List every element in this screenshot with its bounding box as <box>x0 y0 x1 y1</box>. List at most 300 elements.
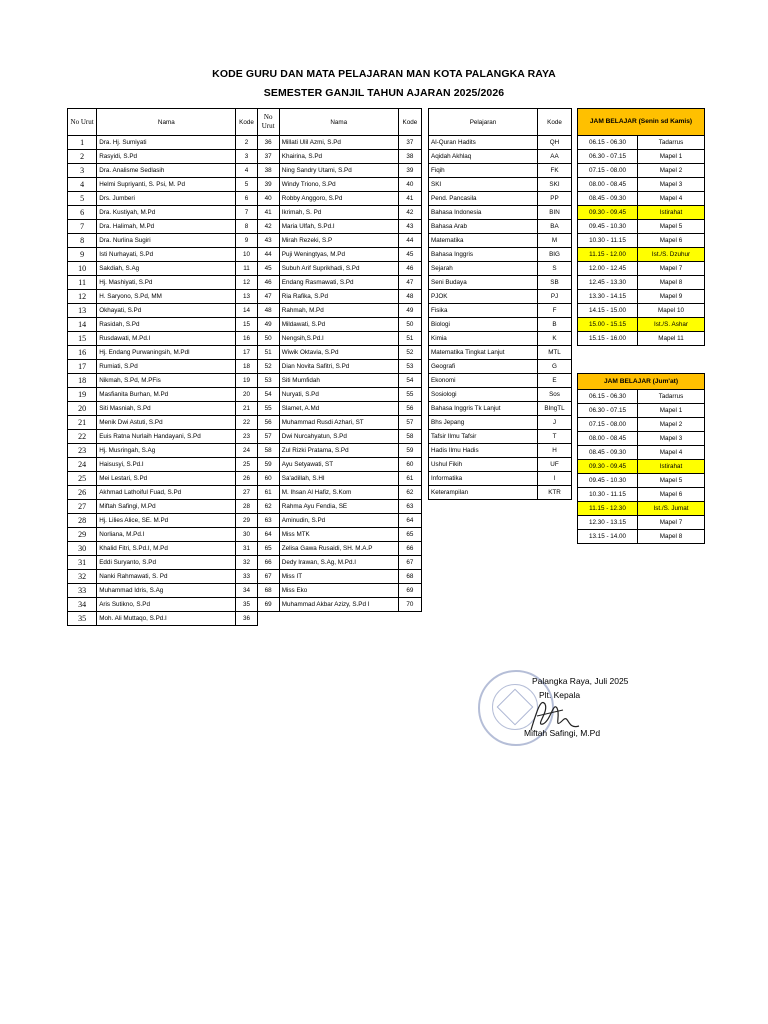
teacher-name: Menik Dwi Astuti, S.Pd <box>97 416 236 430</box>
teacher-code: 38 <box>398 150 421 164</box>
schedule-friday-title: JAM BELAJAR (Jum'at) <box>578 374 705 390</box>
table-row <box>68 374 422 388</box>
teacher-code: 61 <box>398 472 421 486</box>
teacher-no: 46 <box>257 276 279 290</box>
teacher-no: 40 <box>257 192 279 206</box>
subject-name: Al-Quran Hadits <box>429 136 538 150</box>
teacher-name: Masfianita Burhan, M.Pd <box>97 388 236 402</box>
teacher-no: 52 <box>257 360 279 374</box>
schedule-row <box>578 390 705 404</box>
schedule-activity: Istirahat <box>638 206 705 220</box>
teacher-name: Millati Ulil Azmi, S.Pd <box>279 136 398 150</box>
teacher-no: 59 <box>257 458 279 472</box>
teacher-no: 27 <box>68 500 97 514</box>
teacher-no: 22 <box>68 430 97 444</box>
teacher-code: 42 <box>398 206 421 220</box>
subject-table-header <box>429 109 572 136</box>
teacher-name: Drs. Jumberi <box>97 192 236 206</box>
teacher-name: Nikmah, S.Pd, M.PFis <box>97 374 236 388</box>
schedule-activity: Mapel 11 <box>638 332 705 346</box>
teacher-code: 51 <box>398 332 421 346</box>
subject-code-table <box>428 108 572 500</box>
schedule-time: 15.00 - 15.15 <box>578 318 638 332</box>
teacher-no: 30 <box>68 542 97 556</box>
teacher-name: Endang Rasmawati, S.Pd <box>279 276 398 290</box>
teacher-name: Subuh Arif Suprikhadi, S.Pd <box>279 262 398 276</box>
teacher-name: Miss MTK <box>279 528 398 542</box>
schedule-time: 10.30 - 11.15 <box>578 488 638 502</box>
teacher-name: Sa'adillah, S.HI <box>279 472 398 486</box>
teacher-no: 12 <box>68 290 97 304</box>
schedule-row <box>578 332 705 346</box>
teacher-no: 14 <box>68 318 97 332</box>
subject-code: Sos <box>538 388 572 402</box>
teacher-code: 43 <box>398 220 421 234</box>
teacher-name: Hj. Mashiyati, S.Pd <box>97 276 236 290</box>
subject-name: Matematika Tingkat Lanjut <box>429 346 538 360</box>
teacher-no: 15 <box>68 332 97 346</box>
teacher-no: 63 <box>257 514 279 528</box>
teacher-no: 45 <box>257 262 279 276</box>
table-row <box>429 290 572 304</box>
teacher-name: Ikrimah, S. Pd <box>279 206 398 220</box>
subject-name: Pend. Pancasila <box>429 192 538 206</box>
schedule-time: 11.15 - 12.00 <box>578 248 638 262</box>
subject-code: BIngTL <box>538 402 572 416</box>
teacher-name: Ria Rafika, S.Pd <box>279 290 398 304</box>
teacher-name: Khalid Fitri, S.Pd.I, M.Pd <box>97 542 236 556</box>
subject-code: F <box>538 304 572 318</box>
schedule-time: 12.45 - 13.30 <box>578 276 638 290</box>
subject-code: M <box>538 234 572 248</box>
empty-cell <box>398 612 421 626</box>
subject-name: Seni Budaya <box>429 276 538 290</box>
schedule-time: 09.45 - 10.30 <box>578 474 638 488</box>
subject-code: T <box>538 430 572 444</box>
schedule-row <box>578 418 705 432</box>
teacher-no: 38 <box>257 164 279 178</box>
teacher-no: 4 <box>68 178 97 192</box>
subject-code: SB <box>538 276 572 290</box>
header-pelajaran: Pelajaran <box>429 109 538 136</box>
teacher-no: 6 <box>68 206 97 220</box>
teacher-name: Aminudin, S.Pd <box>279 514 398 528</box>
subject-name: Informatika <box>429 472 538 486</box>
subject-name: Ushul Fikih <box>429 458 538 472</box>
table-row <box>68 304 422 318</box>
table-row <box>429 192 572 206</box>
schedule-time: 08.45 - 09.30 <box>578 446 638 460</box>
table-row <box>68 164 422 178</box>
teacher-name: Dian Novita Safitri, S.Pd <box>279 360 398 374</box>
table-row <box>429 318 572 332</box>
teacher-name: Dra. Hj. Sumiyati <box>97 136 236 150</box>
teacher-no: 1 <box>68 136 97 150</box>
table-row <box>68 206 422 220</box>
table-row <box>429 416 572 430</box>
schedule-friday-table <box>577 373 705 544</box>
teacher-no: 53 <box>257 374 279 388</box>
table-row <box>68 346 422 360</box>
table-row <box>68 570 422 584</box>
subject-code: AA <box>538 150 572 164</box>
table-row <box>429 234 572 248</box>
teacher-code: 28 <box>236 500 257 514</box>
teacher-code: 21 <box>236 402 257 416</box>
teacher-code: 65 <box>398 528 421 542</box>
teacher-name: Rasyidi, S.Pd <box>97 150 236 164</box>
table-row <box>429 472 572 486</box>
schedule-time: 07.15 - 08.00 <box>578 164 638 178</box>
teacher-name: Mirah Rezeki, S.P <box>279 234 398 248</box>
table-row <box>68 458 422 472</box>
teacher-code: 36 <box>236 612 257 626</box>
teacher-name: Aris Sutikno, S.Pd <box>97 598 236 612</box>
subject-name: Aqidah Akhlaq <box>429 150 538 164</box>
teacher-code: 16 <box>236 332 257 346</box>
table-row <box>68 416 422 430</box>
teacher-code: 4 <box>236 164 257 178</box>
teacher-name: Khairina, S.Pd <box>279 150 398 164</box>
teacher-no: 5 <box>68 192 97 206</box>
teacher-no: 55 <box>257 402 279 416</box>
teacher-no: 19 <box>68 388 97 402</box>
table-row <box>429 150 572 164</box>
teacher-name: H. Saryono, S.Pd, MM <box>97 290 236 304</box>
schedule-activity: Mapel 6 <box>638 234 705 248</box>
teacher-code: 69 <box>398 584 421 598</box>
teacher-no: 25 <box>68 472 97 486</box>
schedule-activity: Mapel 5 <box>638 474 705 488</box>
teacher-no: 65 <box>257 542 279 556</box>
table-row <box>68 500 422 514</box>
teacher-no: 26 <box>68 486 97 500</box>
subject-code: PP <box>538 192 572 206</box>
table-row <box>68 486 422 500</box>
subject-code: J <box>538 416 572 430</box>
table-row <box>68 360 422 374</box>
teacher-no: 39 <box>257 178 279 192</box>
schedule-row <box>578 474 705 488</box>
schedule-activity: Mapel 5 <box>638 220 705 234</box>
teacher-code: 62 <box>398 486 421 500</box>
teacher-name: Robby Anggoro, S.Pd <box>279 192 398 206</box>
teacher-name: Mei Lestari, S.Pd <box>97 472 236 486</box>
teacher-name: Rasidah, S.Pd <box>97 318 236 332</box>
schedule-activity: Tadarrus <box>638 390 705 404</box>
table-row <box>68 584 422 598</box>
table-row <box>429 276 572 290</box>
teacher-name: Ning Sandry Utami, S.Pd <box>279 164 398 178</box>
signature-role: Plt. Kepala <box>539 690 581 700</box>
teacher-code: 2 <box>236 136 257 150</box>
table-row <box>68 248 422 262</box>
teacher-no: 23 <box>68 444 97 458</box>
teacher-name: Rusdawati, M.Pd.I <box>97 332 236 346</box>
teacher-no: 32 <box>68 570 97 584</box>
teacher-code: 44 <box>398 234 421 248</box>
table-row <box>429 304 572 318</box>
header-no-urut-2: No Urut <box>257 109 279 136</box>
teacher-no: 64 <box>257 528 279 542</box>
teacher-no: 36 <box>257 136 279 150</box>
header-kode: Kode <box>236 109 257 136</box>
teacher-name: Rumiati, S.Pd <box>97 360 236 374</box>
table-row <box>429 388 572 402</box>
subject-code: I <box>538 472 572 486</box>
schedule-activity: Mapel 4 <box>638 446 705 460</box>
schedule-row <box>578 178 705 192</box>
teacher-name: Mildawati, S.Pd <box>279 318 398 332</box>
schedule-row <box>578 446 705 460</box>
teacher-code: 57 <box>398 416 421 430</box>
subject-name: Sejarah <box>429 262 538 276</box>
table-row <box>429 360 572 374</box>
subject-code: K <box>538 332 572 346</box>
teacher-code: 18 <box>236 360 257 374</box>
table-row <box>68 612 422 626</box>
table-row <box>68 290 422 304</box>
table-row <box>68 234 422 248</box>
header-nama-2: Nama <box>279 109 398 136</box>
teacher-name: Dwi Nurcahyatun, S.Pd <box>279 430 398 444</box>
table-row <box>429 206 572 220</box>
teacher-name: Miss IT <box>279 570 398 584</box>
table-row <box>68 542 422 556</box>
table-row <box>68 318 422 332</box>
teacher-no: 41 <box>257 206 279 220</box>
table-row <box>68 388 422 402</box>
teacher-code: 63 <box>398 500 421 514</box>
teacher-no: 54 <box>257 388 279 402</box>
teacher-code: 37 <box>398 136 421 150</box>
subject-code: G <box>538 360 572 374</box>
schedule-activity: Ist./S. Dzuhur <box>638 248 705 262</box>
subject-name: Sosiologi <box>429 388 538 402</box>
table-row <box>68 444 422 458</box>
teacher-code: 46 <box>398 262 421 276</box>
teacher-name: Eddi Suryanto, S.Pd <box>97 556 236 570</box>
schedule-time: 12.00 - 12.45 <box>578 262 638 276</box>
schedule-time: 06.15 - 06.30 <box>578 136 638 150</box>
teacher-code: 13 <box>236 290 257 304</box>
schedule-activity: Mapel 2 <box>638 164 705 178</box>
schedule-row <box>578 164 705 178</box>
schedule-activity: Istirahat <box>638 460 705 474</box>
subject-name: Hadis Ilmu Hadis <box>429 444 538 458</box>
teacher-name: Dra. Nurlina Sugiri <box>97 234 236 248</box>
teacher-no: 51 <box>257 346 279 360</box>
schedule-time: 07.15 - 08.00 <box>578 418 638 432</box>
teacher-code-table <box>67 108 422 626</box>
teacher-no: 29 <box>68 528 97 542</box>
teacher-code: 70 <box>398 598 421 612</box>
page-subtitle: SEMESTER GANJIL TAHUN AJARAN 2025/2026 <box>263 87 505 99</box>
schedule-row <box>578 234 705 248</box>
schedule-mon-thu-table <box>577 108 705 346</box>
schedule-row <box>578 192 705 206</box>
teacher-name: Sakdiah, S.Ag <box>97 262 236 276</box>
schedule-time: 11.15 - 12.30 <box>578 502 638 516</box>
schedule-time: 09.30 - 09.45 <box>578 460 638 474</box>
teacher-name: Helmi Supriyanti, S. Psi, M. Pd <box>97 178 236 192</box>
teacher-code: 33 <box>236 570 257 584</box>
teacher-no: 50 <box>257 332 279 346</box>
schedule-activity: Tadarrus <box>638 136 705 150</box>
schedule-time: 06.15 - 06.30 <box>578 390 638 404</box>
teacher-name: Puji Weningtyas, M.Pd <box>279 248 398 262</box>
teacher-no: 43 <box>257 234 279 248</box>
empty-cell <box>257 612 279 626</box>
subject-name: Matematika <box>429 234 538 248</box>
teacher-no: 42 <box>257 220 279 234</box>
teacher-name: Hj. Endang Purwaningsih, M.Pdl <box>97 346 236 360</box>
schedule-row <box>578 206 705 220</box>
teacher-code: 47 <box>398 276 421 290</box>
subject-name: Bahasa Inggris <box>429 248 538 262</box>
teacher-code: 67 <box>398 556 421 570</box>
teacher-code: 24 <box>236 444 257 458</box>
subject-code: FK <box>538 164 572 178</box>
schedule-activity: Mapel 2 <box>638 418 705 432</box>
table-row <box>68 276 422 290</box>
teacher-no: 28 <box>68 514 97 528</box>
teacher-code: 27 <box>236 486 257 500</box>
subject-code: QH <box>538 136 572 150</box>
schedule-activity: Ist./S. Jumat <box>638 502 705 516</box>
teacher-code: 19 <box>236 374 257 388</box>
subject-name: Ekonomi <box>429 374 538 388</box>
table-row <box>68 136 422 150</box>
teacher-name: Siti Mumfidah <box>279 374 398 388</box>
subject-code: B <box>538 318 572 332</box>
subject-name: Kimia <box>429 332 538 346</box>
teacher-no: 21 <box>68 416 97 430</box>
teacher-code: 35 <box>236 598 257 612</box>
table-row <box>429 486 572 500</box>
teacher-name: Haisusyi, S.Pd.I <box>97 458 236 472</box>
schedule-time: 14.15 - 15.00 <box>578 304 638 318</box>
teacher-code: 56 <box>398 402 421 416</box>
table-row <box>68 220 422 234</box>
teacher-name: Isti Nurhayati, S.Pd <box>97 248 236 262</box>
teacher-name: Dra. Analisme Sedlasih <box>97 164 236 178</box>
header-no-urut: No Urut <box>68 109 97 136</box>
teacher-name: Rahma Ayu Fendia, SE <box>279 500 398 514</box>
teacher-no: 37 <box>257 150 279 164</box>
teacher-no: 34 <box>68 598 97 612</box>
teacher-no: 35 <box>68 612 97 626</box>
teacher-code: 68 <box>398 570 421 584</box>
table-row <box>429 444 572 458</box>
teacher-code: 10 <box>236 248 257 262</box>
teacher-name: Maria Ulfah, S.Pd.I <box>279 220 398 234</box>
subject-code: KTR <box>538 486 572 500</box>
header-subject-kode: Kode <box>538 109 572 136</box>
teacher-code: 23 <box>236 430 257 444</box>
subject-name: Keterampilan <box>429 486 538 500</box>
signature-name: Miftah Safingi, M.Pd <box>524 728 601 738</box>
teacher-no: 58 <box>257 444 279 458</box>
teacher-name: Siti Masniah, S.Pd <box>97 402 236 416</box>
teacher-name: Zelisa Gawa Rusaidi, SH. M.A.P <box>279 542 398 556</box>
schedule-activity: Mapel 6 <box>638 488 705 502</box>
teacher-no: 2 <box>68 150 97 164</box>
header-nama: Nama <box>97 109 236 136</box>
teacher-no: 57 <box>257 430 279 444</box>
table-row <box>429 430 572 444</box>
teacher-code: 66 <box>398 542 421 556</box>
teacher-no: 13 <box>68 304 97 318</box>
schedule-activity: Mapel 3 <box>638 178 705 192</box>
table-row <box>429 136 572 150</box>
teacher-code: 39 <box>398 164 421 178</box>
teacher-no: 48 <box>257 304 279 318</box>
subject-code: S <box>538 262 572 276</box>
teacher-name: Moh. Ali Muttaqo, S.Pd.I <box>97 612 236 626</box>
schedule-activity: Mapel 8 <box>638 276 705 290</box>
teacher-code: 11 <box>236 262 257 276</box>
teacher-code: 41 <box>398 192 421 206</box>
teacher-name: Euis Ratna Nurlaih Handayani, S.Pd <box>97 430 236 444</box>
schedule-row <box>578 290 705 304</box>
teacher-name: Dedy Irawan, S.Ag, M.Pd.I <box>279 556 398 570</box>
subject-code: BA <box>538 220 572 234</box>
schedule-time: 13.15 - 14.00 <box>578 530 638 544</box>
table-row <box>68 402 422 416</box>
subject-name: Fisika <box>429 304 538 318</box>
teacher-code: 52 <box>398 346 421 360</box>
teacher-name: Norliana, M.Pd.I <box>97 528 236 542</box>
teacher-code: 31 <box>236 542 257 556</box>
subject-name: Bhs Jepang <box>429 416 538 430</box>
teacher-code: 3 <box>236 150 257 164</box>
subject-code: H <box>538 444 572 458</box>
schedule-activity: Mapel 4 <box>638 192 705 206</box>
schedule-time: 08.45 - 09.30 <box>578 192 638 206</box>
teacher-no: 11 <box>68 276 97 290</box>
teacher-code: 26 <box>236 472 257 486</box>
teacher-code: 5 <box>236 178 257 192</box>
schedule-time: 08.00 - 08.45 <box>578 178 638 192</box>
schedule-row <box>578 304 705 318</box>
table-row <box>68 514 422 528</box>
teacher-code: 60 <box>398 458 421 472</box>
schedule-activity: Mapel 10 <box>638 304 705 318</box>
teacher-no: 47 <box>257 290 279 304</box>
schedule-time: 13.30 - 14.15 <box>578 290 638 304</box>
teacher-name: Okhayati, S.Pd <box>97 304 236 318</box>
teacher-no: 7 <box>68 220 97 234</box>
schedule-activity: Mapel 7 <box>638 262 705 276</box>
table-row <box>68 332 422 346</box>
table-row <box>429 402 572 416</box>
schedule-row <box>578 262 705 276</box>
teacher-no: 66 <box>257 556 279 570</box>
teacher-code: 20 <box>236 388 257 402</box>
table-row <box>68 430 422 444</box>
teacher-no: 61 <box>257 486 279 500</box>
subject-name: Tafsir Ilmu Tafsir <box>429 430 538 444</box>
table-row <box>429 262 572 276</box>
table-row <box>429 178 572 192</box>
teacher-name: Rahmah, M.Pd <box>279 304 398 318</box>
teacher-code: 53 <box>398 360 421 374</box>
schedule-activity: Mapel 9 <box>638 290 705 304</box>
subject-code: E <box>538 374 572 388</box>
subject-code: SKI <box>538 178 572 192</box>
schedule-time: 06.30 - 07.15 <box>578 150 638 164</box>
